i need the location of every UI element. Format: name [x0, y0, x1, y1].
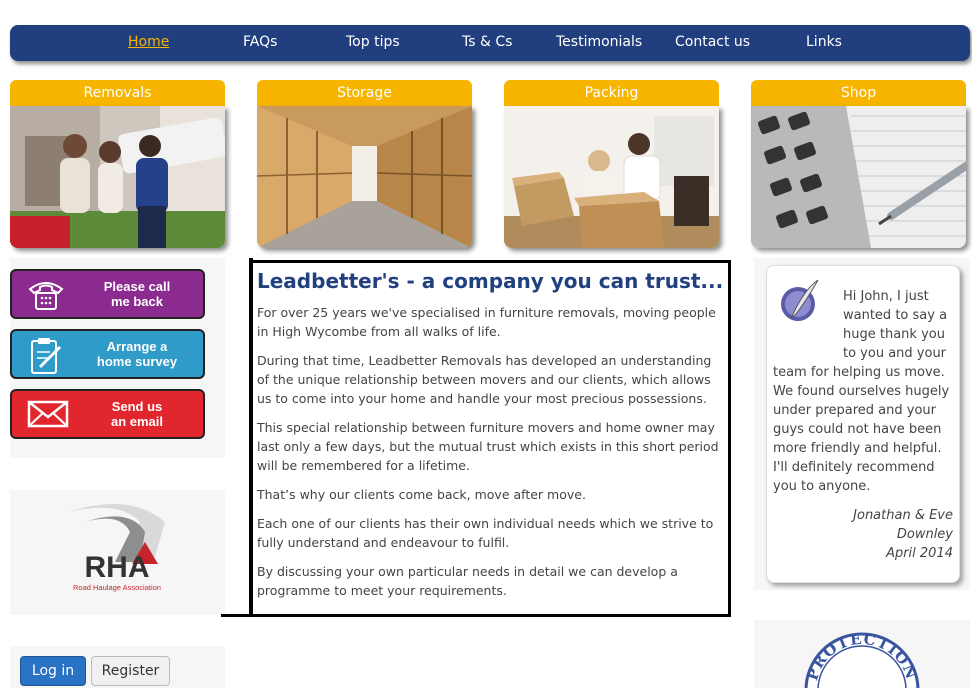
protection-badge-text: PROTECTION — [803, 629, 921, 683]
envelope-icon — [26, 397, 70, 431]
clipboard-icon — [26, 337, 66, 375]
nav-ts-cs[interactable]: Ts & Cs — [462, 34, 513, 50]
nav-testimonials[interactable]: Testimonials — [556, 34, 643, 50]
nav-faqs[interactable]: FAQs — [243, 34, 278, 50]
login-panel — [10, 646, 225, 688]
main-nav — [10, 25, 970, 61]
protection-badge-panel — [754, 620, 970, 688]
register-button[interactable]: Register — [91, 656, 170, 686]
send-email-button[interactable] — [10, 389, 205, 439]
home-survey-button[interactable] — [10, 329, 205, 379]
rha-logo-panel — [10, 490, 225, 615]
main-paragraph: For over 25 years we've specialised in furniture removals, moving people in High Wycombe from all walks of life. — [257, 305, 716, 339]
nav-links[interactable]: Links — [806, 34, 842, 50]
rha-logo[interactable] — [60, 502, 175, 597]
packing-photo[interactable] — [504, 106, 719, 248]
send-email-label: Send us an email — [110, 399, 164, 429]
testimonial-closing: I'll definitely recommend you to anyone. — [773, 460, 935, 494]
service-tile-removals[interactable] — [10, 80, 225, 250]
main-paragraph: That’s why our clients come back, move after move. — [257, 487, 586, 502]
main-content-underline — [221, 614, 731, 617]
main-content-border — [249, 258, 253, 616]
testimonial-date: April 2014 — [886, 546, 953, 561]
protection-badge[interactable] — [802, 628, 922, 688]
main-paragraph: During that time, Leadbetter Removals has developed an understanding of the unique relationship between movers and our clients, which allows us to come into your home and handle your most precious possessions. — [257, 353, 712, 406]
rha-logo-letters: RHA — [84, 551, 150, 584]
testimonial-body: Hi John, I just wanted to say a huge thank you to you and your team for helping us move. We found ourselves hugely under prepared and your guys could not have been more friendly and helpful. — [773, 289, 950, 456]
main-paragraph: Each one of our clients has their own individual needs which we strive to fully understand and endeavour to fulfil. — [257, 516, 714, 550]
removals-photo[interactable] — [10, 106, 225, 248]
service-label-packing[interactable]: Packing — [504, 80, 719, 106]
nav-top-tips[interactable]: Top tips — [346, 34, 400, 50]
service-label-removals[interactable]: Removals — [10, 80, 225, 106]
nav-contact-us[interactable]: Contact us — [675, 34, 751, 50]
nav-home[interactable]: Home — [128, 34, 170, 50]
home-survey-label: Arrange a home survey — [96, 339, 178, 369]
telephone-icon — [26, 277, 66, 313]
service-tile-shop[interactable] — [751, 80, 966, 250]
main-paragraph: By discussing your own particular needs in detail we can develop a programme to meet your requirements. — [257, 564, 678, 598]
call-back-label: Please call me back — [103, 279, 171, 309]
service-tile-storage[interactable] — [257, 80, 472, 250]
storage-photo[interactable] — [257, 106, 472, 248]
testimonial-author: Jonathan & Eve — [853, 508, 953, 523]
testimonial-signature — [813, 506, 953, 563]
main-paragraph: This special relationship between furniture movers and home owner may last only a few days, but the mutual trust which exists in this short period will be remembered for a lifetime. — [257, 420, 719, 473]
service-tile-packing[interactable] — [504, 80, 719, 250]
page-title: Leadbetter's - a company you can trust... — [257, 269, 724, 293]
login-button[interactable]: Log in — [20, 656, 86, 686]
testimonial-quote — [773, 287, 957, 496]
rha-logo-caption: Road Haulage Association — [73, 583, 161, 592]
testimonial-location: Downley — [896, 527, 953, 542]
call-back-button[interactable] — [10, 269, 205, 319]
shop-photo[interactable] — [751, 106, 966, 248]
service-label-storage[interactable]: Storage — [257, 80, 472, 106]
service-label-shop[interactable]: Shop — [751, 80, 966, 106]
